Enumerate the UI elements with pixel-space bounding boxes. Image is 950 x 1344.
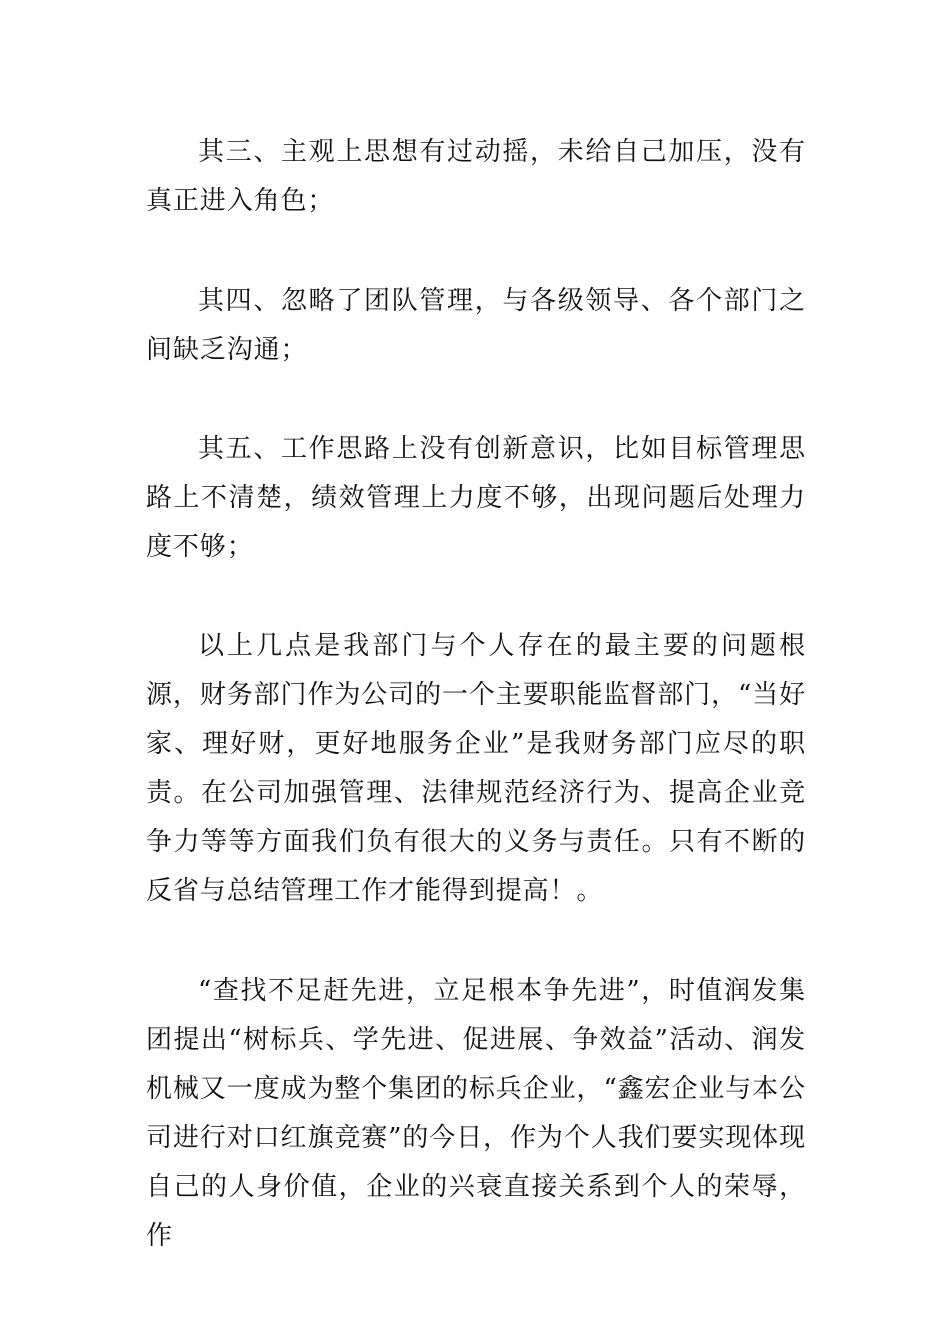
paragraph-point-five: 其五、工作思路上没有创新意识，比如目标管理思路上不清楚，绩效管理上力度不够，出现问题后处理力度不够； (146, 434, 806, 562)
paragraph-point-three: 其三、主观上思想有过动摇，未给自己加压，没有真正进入角色； (146, 137, 806, 216)
paragraph-campaign: “查找不足赶先进，立足根本争先进”，时值润发集团提出“树标兵、学先进、促进展、争效益”活动、润发机械又一度成为整个集团的标兵企业，“鑫宏企业与本公司进行对口红旗竞赛”的今日，作为个人我们要实现体现自己的人身价值，企业的兴衰直接关系到个人的荣辱，作 (146, 976, 806, 1251)
paragraph-point-four: 其四、忽略了团队管理，与各级领导、各个部门之间缺乏沟通； (146, 286, 806, 365)
paragraph-summary: 以上几点是我部门与个人存在的最主要的问题根源，财务部门作为公司的一个主要职能监督部门，“当好家、理好财，更好地服务企业”是我财务部门应尽的职责。在公司加强管理、法律规范经济行为、提高企业竞争力等等方面我们负有很大的义务与责任。只有不断的反省与总结管理工作才能得到提高！。 (146, 631, 806, 906)
